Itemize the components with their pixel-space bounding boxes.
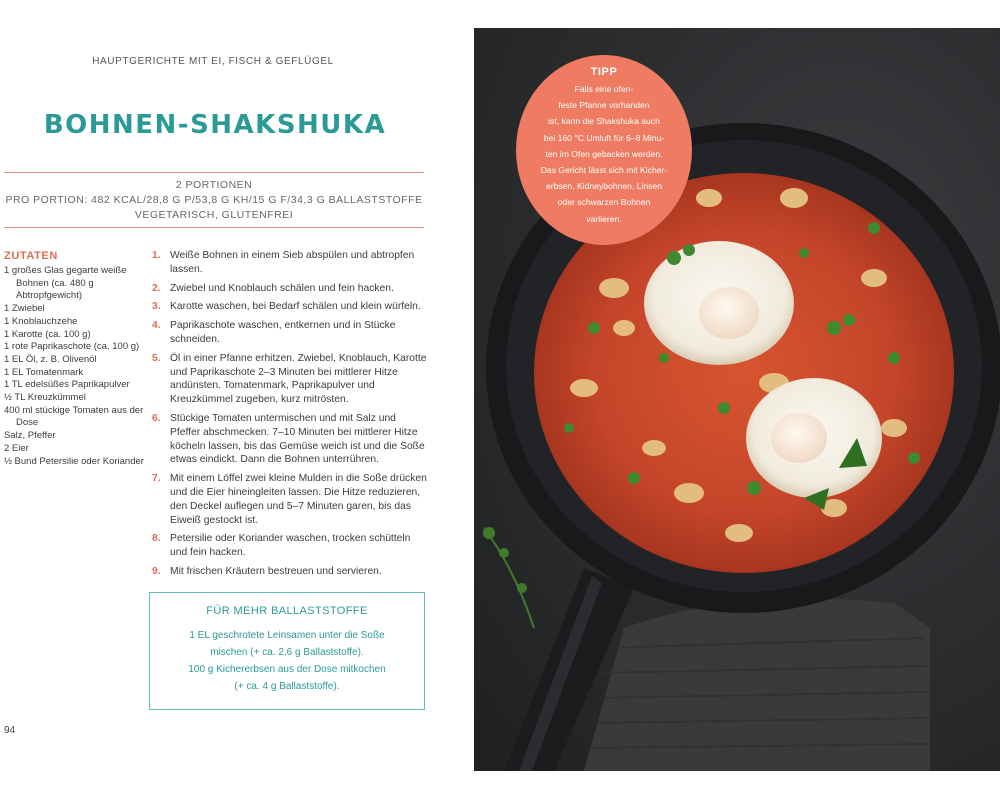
- tip-line: oder schwarzen Bohnen: [557, 197, 651, 208]
- tip-line: ten im Ofen gebacken werden.: [545, 148, 663, 159]
- step-text: Stückige Tomaten untermischen und mit Salz und Pfeffer abschmecken. 7–10 Minuten bei mittlerer Hitze köcheln lassen, bis das Gemüse weich ist und die Soße etwas eindickt. Dann die Bohnen unterrühren.: [170, 412, 425, 466]
- ingredient-item: ½ TL Kreuzkümmel: [4, 392, 86, 404]
- step-item: [152, 472, 427, 527]
- ingredient-item: 1 Zwiebel: [4, 303, 45, 315]
- fiber-heading: FÜR MEHR BALLASTSTOFFE: [206, 605, 368, 617]
- step-number: 6.: [152, 412, 161, 424]
- ingredient-item: 1 großes Glas gegarte weiße Bohnen (ca. 480 g Abtropfgewicht): [4, 265, 127, 302]
- step-number: 8.: [152, 533, 161, 545]
- step-number: 5.: [152, 352, 161, 364]
- tip-line: Das Gericht lässt sich mit Kicher-: [540, 165, 668, 176]
- step-text: Mit einem Löffel zwei kleine Mulden in die Soße drücken und die Eier hineingleiten lassen. Die Hitze reduzieren, den Deckel auflegen und 5–7 Minuten garen, bis das Eiweiß gestockt ist.: [170, 473, 427, 526]
- step-item: [152, 352, 427, 407]
- page-number: 94: [4, 725, 16, 736]
- tip-heading: TIPP: [590, 66, 618, 78]
- step-item: [152, 532, 427, 560]
- portions: 2 PORTIONEN: [175, 179, 253, 191]
- step-text: Petersilie oder Koriander waschen, trocken schütteln und fein hacken.: [170, 533, 411, 559]
- diet-tags: VEGETARISCH, GLUTENFREI: [134, 209, 294, 221]
- tip-line: bei 160 °C Umluft für 6–8 Minu-: [543, 132, 665, 143]
- recipe-title: BOHNEN-SHAKSHUKA: [43, 110, 387, 140]
- step-text: Zwiebel und Knoblauch schälen und fein hacken.: [170, 282, 394, 294]
- tip-badge: [516, 55, 692, 245]
- ingredient-item: 1 Karotte (ca. 100 g): [4, 328, 91, 340]
- tip-line: feste Pfanne vorhanden: [558, 100, 650, 111]
- step-text: Paprikaschote waschen, entkernen und in Stücke schneiden.: [170, 320, 396, 345]
- ingredient-item: 1 EL Öl, z. B. Olivenöl: [4, 353, 97, 365]
- nutrition-info: PRO PORTION: 482 KCAL/28,8 G P/53,8 G KH/15 G F/34,3 G BALLASTSTOFFE: [5, 194, 423, 206]
- ingredient-item: Salz, Pfeffer: [4, 430, 56, 442]
- step-text: Mit frischen Kräutern bestreuen und servieren.: [170, 565, 382, 577]
- step-number: 3.: [152, 301, 161, 313]
- ingredients-list: [4, 265, 144, 468]
- step-number: 7.: [152, 473, 161, 485]
- fiber-line: 1 EL geschrotete Leinsamen unter die Soße: [189, 630, 385, 641]
- tip-line: erbsen, Kidneybohnen, Linsen: [545, 181, 663, 192]
- step-number: 4.: [152, 320, 161, 332]
- ingredient-item: 400 ml stückige Tomaten aus der Dose: [4, 404, 144, 429]
- step-item: [152, 319, 427, 347]
- fiber-line: mischen (+ ca. 2,6 g Ballaststoffe).: [210, 647, 364, 658]
- step-item: [152, 565, 427, 579]
- step-number: 1.: [152, 250, 161, 261]
- preparation-steps: [152, 249, 427, 584]
- recipe-info-box: [4, 172, 424, 228]
- ingredient-item: 1 EL Tomatenmark: [4, 366, 84, 378]
- ingredient-item: 1 Knoblauchzehe: [4, 315, 78, 327]
- herb-sprig: [484, 528, 534, 628]
- step-item: [152, 282, 427, 296]
- tip-line: ist, kann die Shakshuka auch: [548, 116, 660, 127]
- step-text: Öl in einer Pfanne erhitzen. Zwiebel, Knoblauch, Karotte und Paprikaschote 2–3 Minuten bei mittlerer Hitze andünsten. Tomatenmark, Paprikapulver und Kreuzkümmel zugeben, kurz mitrösten.: [170, 352, 427, 406]
- step-text: Weiße Bohnen in einem Sieb abspülen und abtropfen lassen.: [170, 250, 415, 275]
- step-number: 9.: [152, 565, 161, 577]
- section-header: HAUPTGERICHTE MIT EI, FISCH & GEFLÜGEL: [92, 56, 334, 67]
- fiber-tip-box: [149, 592, 425, 710]
- tip-text: [516, 81, 692, 227]
- tip-line: Falls eine ofen-: [574, 84, 634, 94]
- step-item: [152, 300, 427, 314]
- step-item: [152, 412, 427, 467]
- step-text: Karotte waschen, bei Bedarf schälen und klein würfeln.: [170, 301, 421, 313]
- tip-line: variieren.: [586, 213, 622, 224]
- ingredient-item: 2 Eier: [4, 442, 29, 454]
- fiber-lines: [150, 627, 424, 695]
- ingredient-item: ½ Bund Petersilie oder Koriander: [4, 455, 144, 467]
- fiber-line: 100 g Kichererbsen aus der Dose mitkochen: [188, 664, 386, 675]
- ingredients-heading: ZUTATEN: [4, 250, 58, 262]
- step-item: [152, 249, 427, 277]
- step-number: 2.: [152, 282, 161, 294]
- fiber-line: (+ ca. 4 g Ballaststoffe).: [234, 681, 340, 692]
- ingredient-item: 1 TL edelsüßes Paprikapulver: [4, 379, 130, 391]
- ingredient-item: 1 rote Paprikaschote (ca. 100 g): [4, 341, 140, 353]
